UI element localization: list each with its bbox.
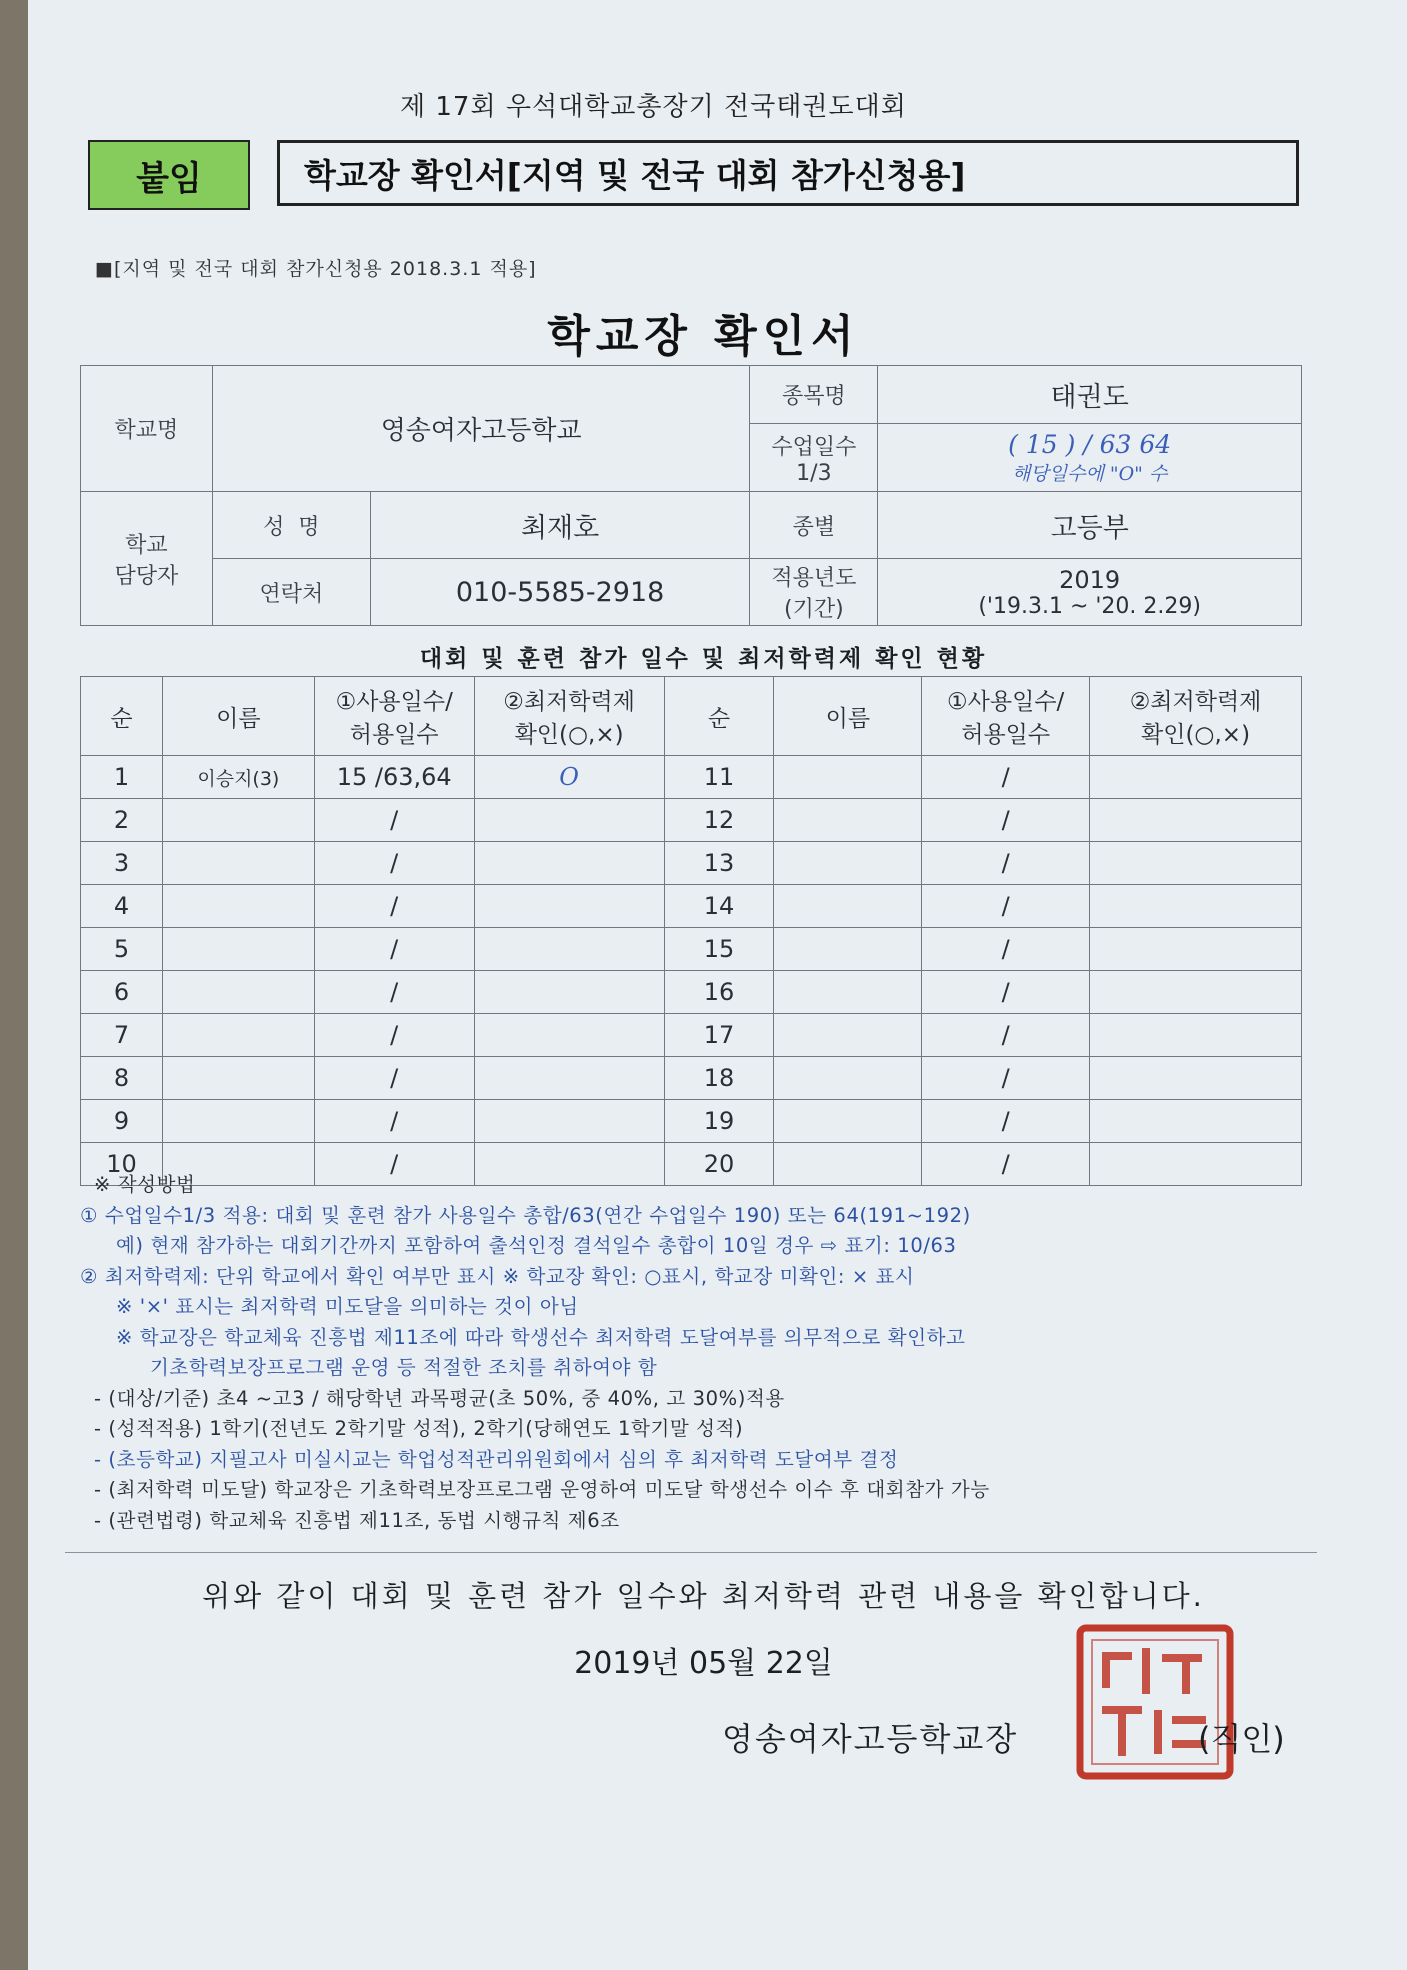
days-label-line2: 1/3 — [796, 460, 832, 486]
event-label: 종목명 — [750, 366, 878, 424]
school-label: 학교명 — [81, 366, 213, 492]
row-no: 15 — [664, 928, 774, 971]
row-name: 이승지(3) — [162, 756, 314, 799]
year-label — [750, 559, 878, 626]
row-check — [1090, 1014, 1302, 1057]
instruction-line: - (초등학교) 지필고사 미실시교는 학업성적관리위원회에서 심의 후 최저학력 도달여부 결정 — [94, 1447, 899, 1471]
row-days: / — [314, 1014, 474, 1057]
row-days: / — [314, 842, 474, 885]
event-value: 태권도 — [878, 366, 1302, 424]
row-check — [474, 1014, 664, 1057]
row-days: 15 /63,64 — [314, 756, 474, 799]
contact-label: 연락처 — [212, 559, 370, 626]
row-no: 9 — [81, 1100, 163, 1143]
staff-label-line1: 학교 — [125, 532, 168, 558]
form-heading: 학교장 확인서[지역 및 전국 대회 참가신청용] — [277, 140, 1299, 206]
row-no: 8 — [81, 1057, 163, 1100]
row-name — [162, 1057, 314, 1100]
divider — [65, 1552, 1317, 1553]
row-no: 14 — [664, 885, 774, 928]
col-no-left: 순 — [81, 677, 163, 756]
row-name — [774, 756, 922, 799]
row-no: 13 — [664, 842, 774, 885]
instruction-line: - (대상/기준) 초4 ~고3 / 해당학년 과목평균(초 50%, 중 40%, 고 30%)적용 — [94, 1386, 785, 1410]
row-no: 5 — [81, 928, 163, 971]
instructions-heading: ※ 작성방법 — [94, 1173, 196, 1196]
staff-label-line2: 담당자 — [114, 563, 179, 589]
days-label — [750, 424, 878, 492]
row-no: 11 — [664, 756, 774, 799]
row-name — [774, 799, 922, 842]
row-no: 4 — [81, 885, 163, 928]
row-no: 3 — [81, 842, 163, 885]
row-days: / — [922, 1143, 1090, 1186]
row-name — [774, 842, 922, 885]
seal-sign-label: (직인) — [1198, 1720, 1285, 1758]
status-table — [80, 676, 1302, 1186]
row-no: 10 — [81, 1143, 163, 1186]
row-name — [774, 971, 922, 1014]
year-label-line1: 적용년도 — [771, 566, 857, 591]
row-no: 16 — [664, 971, 774, 1014]
row-no: 2 — [81, 799, 163, 842]
row-name — [162, 842, 314, 885]
days-label-line1: 수업일수 — [771, 434, 857, 460]
col-days-line1: ①사용일수/ — [335, 689, 453, 715]
table-row — [81, 1057, 1302, 1100]
col-days-line1: ①사용일수/ — [947, 689, 1065, 715]
year-value-cell — [878, 559, 1302, 626]
instruction-line: 예) 현재 참가하는 대회기간까지 포함하여 출석인정 결석일수 총합이 10일 경우 ⇨ 표기: 10/63 — [116, 1234, 957, 1257]
row-days: / — [922, 1100, 1090, 1143]
row-days: / — [922, 1057, 1090, 1100]
confirm-statement: 위와 같이 대회 및 훈련 참가 일수와 최저학력 관련 내용을 확인합니다. — [202, 1579, 1205, 1613]
table-row — [81, 928, 1302, 971]
row-days: / — [922, 928, 1090, 971]
row-no: 19 — [664, 1100, 774, 1143]
col-no-right: 순 — [664, 677, 774, 756]
row-no: 17 — [664, 1014, 774, 1057]
col-days-left — [314, 677, 474, 756]
year-period: ('19.3.1 ~ '20. 2.29) — [978, 593, 1201, 619]
col-check-line2: 확인(○,×) — [1141, 722, 1251, 748]
name-value: 최재호 — [370, 492, 750, 559]
row-days: / — [922, 885, 1090, 928]
row-name — [774, 885, 922, 928]
row-check — [1090, 885, 1302, 928]
table-row — [81, 756, 1302, 799]
row-check — [1090, 1100, 1302, 1143]
row-check — [1090, 756, 1302, 799]
staff-label — [81, 492, 213, 626]
row-name — [774, 928, 922, 971]
row-days: / — [922, 971, 1090, 1014]
days-note: 해당일수에 "O" 수 — [1012, 462, 1168, 485]
row-check — [474, 799, 664, 842]
days-value-cell — [878, 424, 1302, 492]
principal-name: 영송여자고등학교장 — [722, 1720, 1019, 1758]
year-label-line2: (기간) — [784, 597, 844, 622]
row-name — [162, 971, 314, 1014]
col-days-right — [922, 677, 1090, 756]
row-no: 6 — [81, 971, 163, 1014]
instruction-line: - (관련법령) 학교체육 진흥법 제11조, 동법 시행규칙 제6조 — [94, 1508, 620, 1532]
instruction-line: ※ '×' 표시는 최저학력 미도달을 의미하는 것이 아님 — [116, 1295, 579, 1318]
col-days-line2: 허용일수 — [961, 722, 1051, 748]
row-days: / — [922, 756, 1090, 799]
row-name — [162, 1100, 314, 1143]
row-days: / — [314, 1143, 474, 1186]
row-check — [1090, 842, 1302, 885]
status-title: 대회 및 훈련 참가 일수 및 최저학력제 확인 현황 — [419, 646, 988, 672]
table-row — [81, 842, 1302, 885]
instruction-line: - (성적적용) 1학기(전년도 2학기말 성적), 2학기(당해연도 1학기말 성적) — [94, 1417, 744, 1440]
instructions-lines — [80, 1201, 1330, 1537]
days-value: ( 15 ) / 63 64 — [1008, 429, 1172, 459]
instruction-line: ② 최저학력제: 단위 학교에서 확인 여부만 표시 ※ 학교장 확인: ○표시, 학교장 미확인: × 표시 — [80, 1264, 915, 1288]
row-days: / — [314, 971, 474, 1014]
row-days: / — [922, 1014, 1090, 1057]
confirm-date: 2019년 05월 22일 — [574, 1646, 833, 1681]
attachment-badge: 붙임 — [88, 140, 250, 210]
row-name — [774, 1014, 922, 1057]
row-name — [774, 1057, 922, 1100]
col-name-left: 이름 — [162, 677, 314, 756]
table-row — [81, 799, 1302, 842]
instruction-line: ※ 학교장은 학교체육 진흥법 제11조에 따라 학생선수 최저학력 도달여부를 의무적으로 확인하고 — [116, 1325, 966, 1349]
division-label: 종별 — [750, 492, 878, 559]
col-check-right — [1090, 677, 1302, 756]
table-row — [81, 971, 1302, 1014]
col-check-line1: ②최저학력제 — [503, 689, 635, 715]
row-no: 18 — [664, 1057, 774, 1100]
name-label: 성 명 — [212, 492, 370, 559]
seal-glyphs — [1102, 1648, 1206, 1756]
row-no: 1 — [81, 756, 163, 799]
row-no: 20 — [664, 1143, 774, 1186]
instruction-line: ① 수업일수1/3 적용: 대회 및 훈련 참가 사용일수 총합/63(연간 수업일수 190) 또는 64(191~192) — [80, 1203, 971, 1227]
instruction-line: 기초학력보장프로그램 운영 등 적절한 조치를 취하여야 함 — [150, 1356, 658, 1379]
division-value: 고등부 — [878, 492, 1302, 559]
competition-title: 제 17회 우석대학교총장기 전국태권도대회 — [400, 92, 907, 122]
row-check — [474, 842, 664, 885]
row-check — [1090, 971, 1302, 1014]
row-no: 12 — [664, 799, 774, 842]
row-days: / — [922, 842, 1090, 885]
row-name — [162, 928, 314, 971]
col-check-line2: 확인(○,×) — [514, 722, 624, 748]
row-check — [1090, 928, 1302, 971]
row-days: / — [314, 799, 474, 842]
col-check-left — [474, 677, 664, 756]
table-row — [81, 1014, 1302, 1057]
row-check — [474, 1057, 664, 1100]
row-check — [474, 971, 664, 1014]
row-name — [162, 885, 314, 928]
row-name — [162, 799, 314, 842]
row-check — [474, 928, 664, 971]
row-name — [162, 1014, 314, 1057]
table-row — [81, 1100, 1302, 1143]
school-name: 영송여자고등학교 — [212, 366, 750, 492]
instruction-line: - (최저학력 미도달) 학교장은 기초학력보장프로그램 운영하여 미도달 학생선수 이수 후 대회참가 가능 — [94, 1478, 990, 1501]
applies-note: ■[지역 및 전국 대회 참가신청용 2018.3.1 적용] — [95, 258, 537, 280]
row-check — [474, 1100, 664, 1143]
row-check — [1090, 799, 1302, 842]
row-days: / — [314, 1100, 474, 1143]
table-row — [81, 885, 1302, 928]
row-check — [1090, 1057, 1302, 1100]
row-check: O — [474, 756, 664, 799]
row-check — [474, 885, 664, 928]
document-title: 학교장 확인서 — [547, 311, 860, 362]
year-value: 2019 — [1059, 565, 1121, 594]
row-days: / — [314, 1057, 474, 1100]
col-name-right: 이름 — [774, 677, 922, 756]
row-days: / — [314, 928, 474, 971]
row-name — [774, 1100, 922, 1143]
col-days-line2: 허용일수 — [349, 722, 439, 748]
row-no: 7 — [81, 1014, 163, 1057]
instructions — [80, 1170, 1330, 1536]
row-days: / — [922, 799, 1090, 842]
col-check-line1: ②최저학력제 — [1129, 689, 1262, 715]
row-days: / — [314, 885, 474, 928]
contact-value: 010-5585-2918 — [370, 559, 750, 626]
info-table — [80, 365, 1302, 626]
